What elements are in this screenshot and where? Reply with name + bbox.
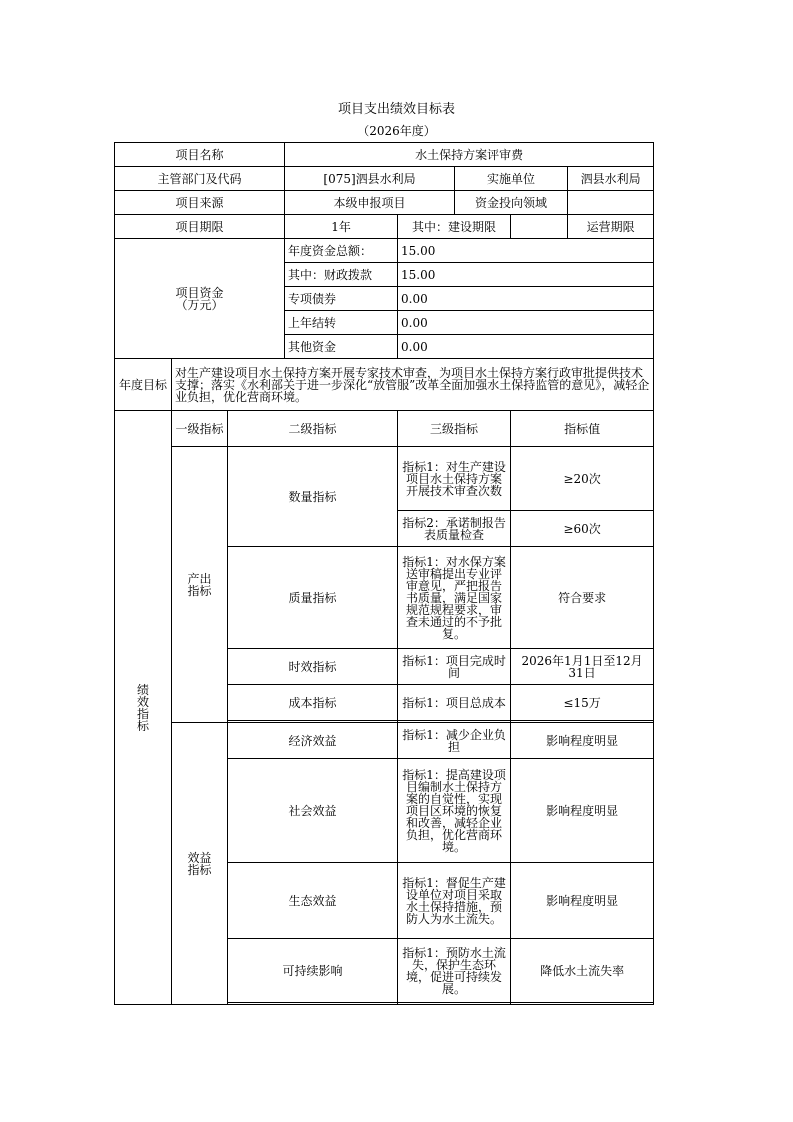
quantity-indicator-label: 数量指标 bbox=[228, 447, 398, 547]
funds-row-value: 0.00 bbox=[398, 311, 654, 335]
indicator-name: 指标1：对生产建设项目水土保持方案开展技术审查次数 bbox=[398, 447, 511, 511]
eco-indicator-label: 生态效益 bbox=[228, 863, 398, 939]
indicator-name: 指标1：提高建设项目编制水土保持方案的自觉性，实现项目区环境的恢复和改善，减轻企业负担，优化营商环境。 bbox=[398, 759, 511, 863]
indicator-value: 影响程度明显 bbox=[511, 863, 654, 939]
period-value: 1年 bbox=[285, 215, 398, 239]
indicator-name: 指标1：预防水土流失，保护生态环境，促进可持续发展。 bbox=[398, 939, 511, 1003]
indicator-value: 降低水土流失率 bbox=[511, 939, 654, 1003]
funds-label: 项目资金 （万元） bbox=[115, 239, 285, 359]
benefit-indicators-label: 效益指标 bbox=[172, 723, 228, 1005]
performance-table bbox=[114, 142, 654, 1005]
social-indicator-label: 社会效益 bbox=[228, 759, 398, 863]
indicator-value: ≥20次 bbox=[511, 447, 654, 511]
spacer-cell bbox=[228, 1003, 398, 1005]
quality-indicator-label: 质量指标 bbox=[228, 547, 398, 649]
header-level2: 二级指标 bbox=[228, 411, 398, 447]
indicator-value: ≤15万 bbox=[511, 685, 654, 721]
project-name-label: 项目名称 bbox=[115, 143, 285, 167]
funds-row-label: 专项债券 bbox=[285, 287, 398, 311]
indicator-value: ≥60次 bbox=[511, 511, 654, 547]
build-value bbox=[511, 215, 568, 239]
indicators-section-label: 绩效指标 bbox=[115, 411, 172, 1005]
indicator-name: 指标1：减少企业负担 bbox=[398, 723, 511, 759]
source-value: 本级申报项目 bbox=[285, 191, 455, 215]
econ-indicator-label: 经济效益 bbox=[228, 723, 398, 759]
indicator-value: 2026年1月1日至12月31日 bbox=[511, 649, 654, 685]
invest-label: 资金投向领域 bbox=[455, 191, 568, 215]
funds-row-label: 其中：财政拨款 bbox=[285, 263, 398, 287]
funds-row-value: 15.00 bbox=[398, 239, 654, 263]
goal-label: 年度目标 bbox=[115, 359, 172, 411]
project-name-value: 水土保持方案评审费 bbox=[285, 143, 654, 167]
header-level3: 三级指标 bbox=[398, 411, 511, 447]
page-title: 项目支出绩效目标表 bbox=[337, 102, 455, 117]
funds-row-label: 年度资金总额： bbox=[285, 239, 398, 263]
indicator-value: 影响程度明显 bbox=[511, 759, 654, 863]
spacer-cell bbox=[511, 1003, 654, 1005]
indicator-name: 指标1：对水保方案送审稿提出专业评审意见，严把报告书质量，满足国家规范规程要求，审查未通过的不予批复。 bbox=[398, 547, 511, 649]
sust-indicator-label: 可持续影响 bbox=[228, 939, 398, 1003]
time-indicator-label: 时效指标 bbox=[228, 649, 398, 685]
spacer-cell bbox=[398, 1003, 511, 1005]
cost-indicator-label: 成本指标 bbox=[228, 685, 398, 721]
indicator-name: 指标1：项目总成本 bbox=[398, 685, 511, 721]
indicator-value: 符合要求 bbox=[511, 547, 654, 649]
page-subtitle: （2026年度） bbox=[357, 124, 436, 138]
source-label: 项目来源 bbox=[115, 191, 285, 215]
funds-row-value: 0.00 bbox=[398, 335, 654, 359]
impl-label: 实施单位 bbox=[455, 167, 568, 191]
goal-text: 对生产建设项目水土保持方案开展专家技术审查，为项目水土保持方案行政审批提供技术支撑；落实《水利部关于进一步深化“放管服”改革全面加强水土保持监管的意见》，减轻企业负担，优化营商环境。 bbox=[172, 359, 654, 411]
indicator-name: 指标1：项目完成时间 bbox=[398, 649, 511, 685]
indicator-name: 指标2：承诺制报告表质量检查 bbox=[398, 511, 511, 547]
funds-row-value: 15.00 bbox=[398, 263, 654, 287]
build-label: 其中：建设期限 bbox=[398, 215, 511, 239]
impl-value: 泗县水利局 bbox=[568, 167, 654, 191]
invest-value bbox=[568, 191, 654, 215]
dept-label: 主管部门及代码 bbox=[115, 167, 285, 191]
funds-row-label: 上年结转 bbox=[285, 311, 398, 335]
period-label: 项目期限 bbox=[115, 215, 285, 239]
indicator-name: 指标1：督促生产建设单位对项目采取水土保持措施，预防人为水土流失。 bbox=[398, 863, 511, 939]
indicator-value: 影响程度明显 bbox=[511, 723, 654, 759]
funds-row-label: 其他资金 bbox=[285, 335, 398, 359]
header-value: 指标值 bbox=[511, 411, 654, 447]
output-indicators-label: 产出指标 bbox=[172, 447, 228, 723]
funds-row-value: 0.00 bbox=[398, 287, 654, 311]
oper-label: 运营期限 bbox=[568, 215, 654, 239]
dept-value: [075]泗县水利局 bbox=[285, 167, 455, 191]
header-level1: 一级指标 bbox=[172, 411, 228, 447]
